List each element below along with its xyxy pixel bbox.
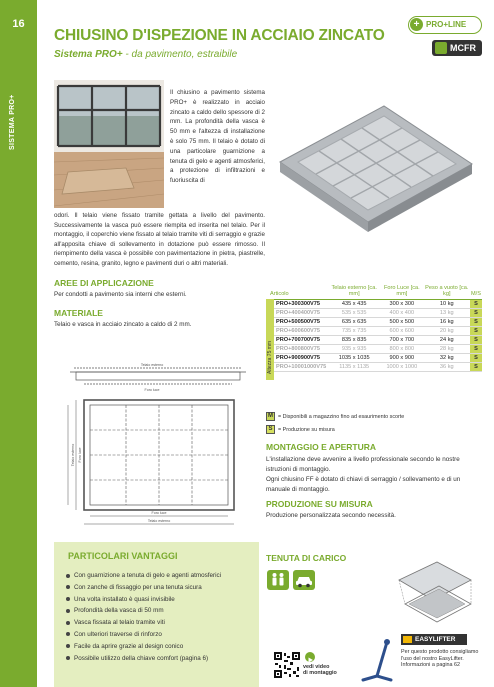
easylifter-title: EASYLIFTER (415, 636, 456, 643)
cell-hole: 300 x 300 (380, 299, 423, 308)
cell-article: PRO+700700V75 (266, 335, 328, 344)
label-telaio-esterno-top: Telaio esterno (140, 363, 164, 367)
easylifter-badge (401, 634, 467, 645)
cell-hole: 500 x 500 (380, 317, 423, 326)
cell-frame: 835 x 835 (328, 335, 380, 344)
advantage-item: Vasca fissata al telaio tramite viti (66, 617, 221, 629)
lifter-icon (403, 636, 412, 643)
cell-hole: 600 x 600 (380, 326, 423, 335)
mcfr-badge (432, 40, 482, 56)
legend-s-text: = Produzione su misura (278, 426, 335, 433)
page-title: CHIUSINO D'ISPEZIONE IN ACCIAIO ZINCATO (54, 27, 385, 44)
room-photo (54, 80, 164, 208)
advantages-heading: PARTICOLARI VANTAGGI (68, 551, 178, 561)
cell-article: PRO+10001000V75 (266, 362, 328, 371)
cell-article: PRO+600600V75 (266, 326, 328, 335)
advantage-item: Con guarnizione a tenuta di gelo e agenti atmosferici (66, 570, 221, 582)
applications-text: Per condotti a pavimento sia interni che esterni. (54, 291, 187, 298)
col-foro: Foro Luce [ca. mm] (380, 284, 423, 299)
legend-m (266, 412, 404, 421)
applications-heading: AREE DI APPLICAZIONE (54, 278, 154, 288)
cell-weight: 20 kg (424, 326, 470, 335)
table-row (266, 308, 482, 317)
easylifter-text: Per questo prodotto consigliamo l'uso del nostro EasyLifter. Informazioni a pagina 62 (401, 649, 479, 669)
cell-status: S (470, 344, 482, 353)
advantage-item: Una volta installato è quasi invisibile (66, 594, 221, 606)
video-line-2: di montaggio (303, 670, 337, 677)
label-telaio-esterno-bottom: Telaio esterno (147, 519, 171, 523)
cell-hole: 700 x 700 (380, 335, 423, 344)
section-view (70, 368, 246, 384)
table-row (266, 344, 482, 353)
plan-view (68, 400, 234, 524)
cell-hole: 1000 x 1000 (380, 362, 423, 371)
proline-badge (408, 16, 482, 34)
table-row (266, 299, 482, 308)
qr-code[interactable] (273, 651, 301, 679)
side-color-bar (0, 0, 37, 687)
height-label: Altezza 75 mm (267, 340, 273, 374)
cell-hole: 900 x 900 (380, 353, 423, 362)
cell-frame: 635 x 635 (328, 317, 380, 326)
plus-icon: + (410, 18, 423, 31)
table-row (266, 362, 482, 371)
produzione-heading: PRODUZIONE SU MISURA (266, 499, 373, 509)
cell-status: S (470, 362, 482, 371)
cell-weight: 10 kg (424, 299, 470, 308)
mcfr-logo-icon (435, 42, 447, 54)
installation-illustration (385, 556, 483, 632)
cell-frame: 535 x 535 (328, 308, 380, 317)
cell-weight: 28 kg (424, 344, 470, 353)
easylifter-illustration (355, 636, 400, 684)
cell-status: S (470, 335, 482, 344)
advantages-list (66, 570, 221, 664)
col-telaio: Telaio esterno [ca. mm] (328, 284, 380, 299)
montaggio-text-2: Ogni chiusino FF è dotato di chiavi di serraggio / sollevamento e di un manuale di montaggio. (266, 476, 461, 493)
intro-text-right: Il chiusino a pavimento sistema PRO+ è realizzato in acciaio zincato a caldo dello spessore di 2 mm. La profondità della vasca è 50 mm e l'altezza di installazione è solo 75 mm. Il telaio è dotato di una particolare guarnizione a tenuta di gelo e agenti atmosferici, a protezione di infiltrazioni e fuoriuscita di (170, 89, 265, 185)
cell-article: PRO+500500V75 (266, 317, 328, 326)
cell-hole: 800 x 800 (380, 344, 423, 353)
video-line-1: vedi video (303, 664, 330, 670)
product-spec-table (266, 284, 482, 372)
cell-weight: 13 kg (424, 308, 470, 317)
cell-status: S (470, 308, 482, 317)
label-telaio-esterno-side: Telaio esterno (71, 443, 75, 467)
cell-frame: 935 x 935 (328, 344, 380, 353)
legend-s (266, 425, 335, 434)
cell-weight: 16 kg (424, 317, 470, 326)
table-row (266, 326, 482, 335)
col-ms: M/S (470, 284, 482, 299)
col-peso: Peso a vuoto [ca. kg] (425, 285, 469, 298)
height-label-cell (266, 299, 274, 380)
video-link[interactable] (303, 664, 337, 676)
subtitle-rest: - da pavimento, estraibile (122, 49, 238, 60)
play-icon[interactable] (305, 652, 315, 662)
intro-text-full: odori. Il telaio viene fissato tramite gettata a livello del pavimento. Successivamente la vasca può essere riempita ed inserita nel telaio. Per il montaggio, il coperchio viene fissato al telaio tramite viti di serraggio e grazie all'apposita chiave di sollevamento in dotazione può essere rimosso. Il riempimento della vasca è possibile con pavimentazione in pietra, piastrelle, cemento, resina, granito, legno e pavimenti duri o altri materiali. (54, 212, 265, 267)
label-foro-luce-top: Foro luce (144, 388, 160, 392)
cell-frame: 1035 x 1035 (328, 353, 380, 362)
cell-frame: 1135 x 1135 (328, 362, 380, 371)
page-number: 16 (12, 18, 25, 30)
label-foro-luce-side: Foro luce (78, 447, 82, 463)
table-row (266, 353, 482, 362)
advantage-item: Profondità della vasca di 50 mm (66, 605, 221, 617)
cell-weight: 32 kg (424, 353, 470, 362)
material-text: Telaio e vasca in acciaio zincato a caldo di 2 mm. (54, 321, 192, 328)
cell-weight: 36 kg (424, 362, 470, 371)
car-icon (293, 570, 315, 590)
advantage-item: Possibile utilizzo della chiave comfort (pagina 6) (66, 653, 221, 665)
pedestrian-icon (267, 570, 289, 590)
cell-status: S (470, 317, 482, 326)
cell-article: PRO+800800V75 (266, 344, 328, 353)
cell-status: S (470, 353, 482, 362)
montaggio-text-1: L'installazione deve avvenire a livello professionale secondo le nostre istruzioni di montaggio. (266, 456, 460, 473)
product-image (270, 86, 480, 236)
cell-frame: 735 x 735 (328, 326, 380, 335)
cell-frame: 435 x 435 (328, 299, 380, 308)
cell-status: S (470, 299, 482, 308)
load-heading: TENUTA DI CARICO (266, 553, 347, 563)
col-articolo: Articolo (266, 284, 328, 299)
legend-s-box: S (266, 425, 275, 434)
material-heading: MATERIALE (54, 308, 103, 318)
mcfr-label: MCFR (450, 43, 476, 53)
montaggio-heading: MONTAGGIO E APERTURA (266, 442, 377, 452)
cell-article: PRO+300300V75 (266, 299, 328, 308)
label-foro-luce-bottom: Foro luce (151, 511, 167, 515)
table-row (266, 317, 482, 326)
technical-drawing (54, 358, 262, 530)
proline-label: PRO+LINE (426, 20, 467, 29)
legend-m-box: M (268, 413, 273, 419)
advantage-item: Con ulteriori traverse di rinforzo (66, 629, 221, 641)
cell-status: S (470, 326, 482, 335)
advantage-item: Facile da aprire grazie al design conico (66, 641, 221, 653)
advantage-item: Con zanche di fissaggio per una tenuta sicura (66, 582, 221, 594)
cell-hole: 400 x 400 (380, 308, 423, 317)
advantages-box (54, 542, 259, 687)
cell-weight: 24 kg (424, 335, 470, 344)
cell-article: PRO+900900V75 (266, 353, 328, 362)
legend-m-text: = Disponibili a magazzino fino ad esaurimento scorte (278, 413, 405, 420)
side-section-label: SISTEMA PRO+ (9, 94, 16, 150)
page-subtitle (54, 49, 237, 60)
subtitle-system: Sistema PRO+ (54, 49, 123, 60)
cell-article: PRO+400400V75 (266, 308, 328, 317)
produzione-text: Produzione personalizzata secondo necessità. (266, 512, 396, 519)
table-row (266, 335, 482, 344)
